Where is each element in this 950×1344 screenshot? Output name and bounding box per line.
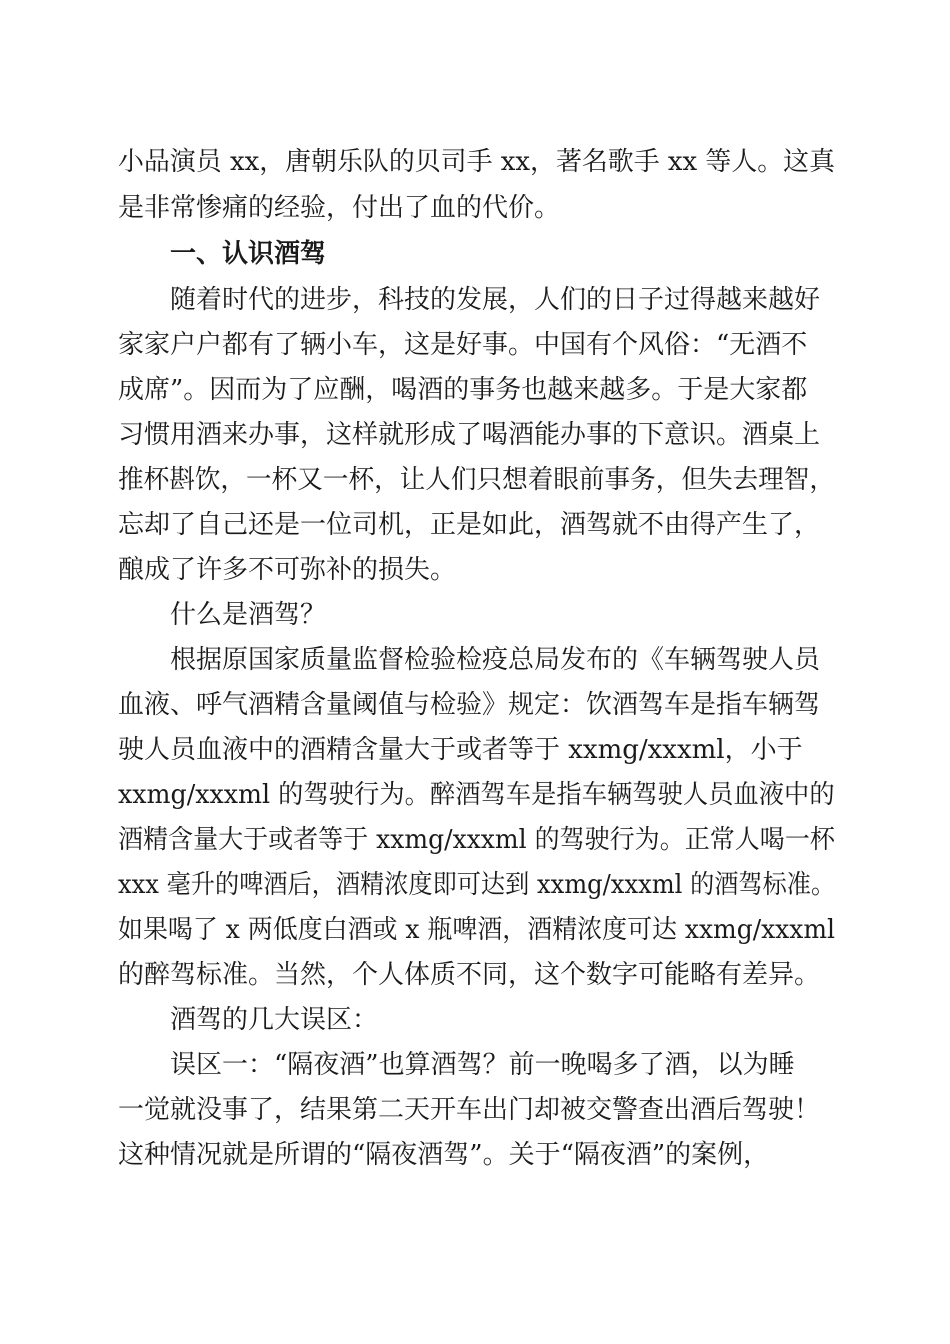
text-line: 误区一：“隔夜酒”也算酒驾？前一晚喝多了酒，以为睡 [170,1050,795,1080]
text-line: 这种情况就是所谓的“隔夜酒驾”。关于“隔夜酒”的案例， [118,1140,770,1170]
text-line: 的醉驾标准。当然，个人体质不同，这个数字可能略有差异。 [118,960,821,990]
section-heading: 一、认识酒驾 [170,239,327,269]
text-line: 是非常惨痛的经验，付出了血的代价。 [118,193,561,223]
text-line: 如果喝了 x 两低度白酒或 x 瓶啤酒，酒精浓度可达 xxmg/xxxml [118,915,835,945]
text-line: xxmg/xxxml 的驾驶行为。醉酒驾车是指车辆驾驶人员血液中的 [118,780,835,810]
text-line: 根据原国家质量监督检验检疫总局发布的《车辆驾驶人员 [170,645,821,675]
subheading-line: 酒驾的几大误区： [170,1005,379,1035]
text-line: 习惯用酒来办事，这样就形成了喝酒能办事的下意识。酒桌上 [118,420,821,450]
text-line: 酿成了许多不可弥补的损失。 [118,555,457,585]
text-line: 小品演员 xx，唐朝乐队的贝司手 xx，著名歌手 xx 等人。这真 [118,147,836,177]
text-line: 酒精含量大于或者等于 xxmg/xxxml 的驾驶行为。正常人喝一杯 [118,825,835,855]
text-line: 驶人员血液中的酒精含量大于或者等于 xxmg/xxxml，小于 [118,735,803,765]
text-line: 忘却了自己还是一位司机，正是如此，酒驾就不由得产生了， [118,510,821,540]
text-line: xxx 毫升的啤酒后，酒精浓度即可达到 xxmg/xxxml 的酒驾标准。 [118,870,836,900]
text-line: 推杯斟饮，一杯又一杯，让人们只想着眼前事务，但失去理智， [118,465,836,495]
text-line: 成席”。因而为了应酬，喝酒的事务也越来越多。于是大家都 [118,375,808,405]
text-line: 随着时代的进步，科技的发展，人们的日子过得越来越好 [170,285,821,315]
text-line: 家家户户都有了辆小车，这是好事。中国有个风俗：“无酒不 [118,330,808,360]
text-line: 一觉就没事了，结果第二天开车出门却被交警查出酒后驾驶！ [118,1095,821,1125]
text-line: 血液、呼气酒精含量阈值与检验》规定：饮酒驾车是指车辆驾 [118,690,821,720]
subheading-line: 什么是酒驾？ [170,600,327,630]
